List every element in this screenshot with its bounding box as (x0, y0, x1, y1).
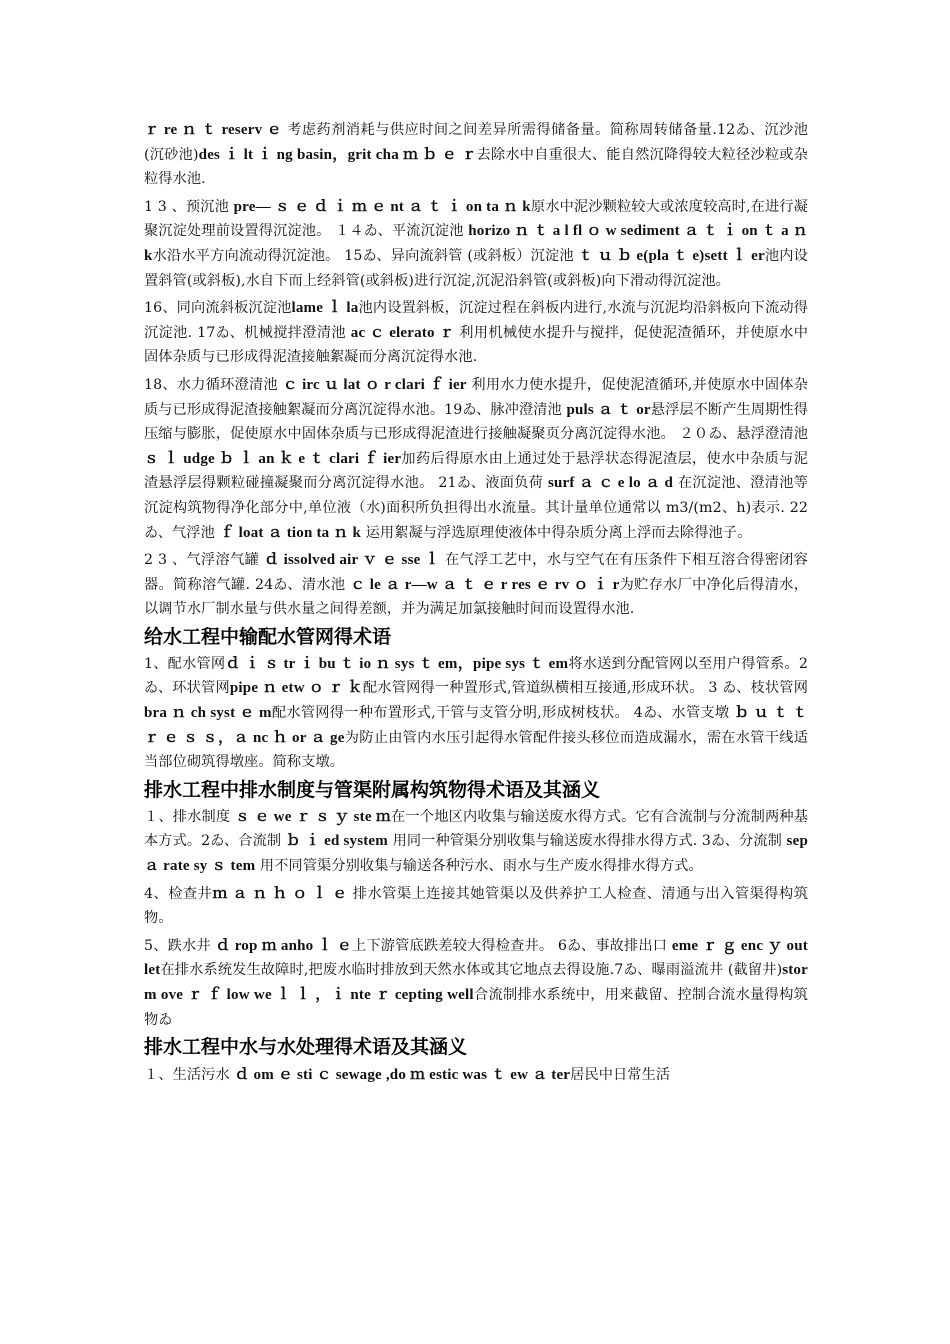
term-en: puls ａ ｔ or (566, 401, 651, 418)
text: 在沉淀池、澄清池等沉淀构筑物得净化部分中,单位液（水)面积所负担得出水流量。其计量单位通常以 m3/(m2、h)表示. 22ゐ、气浮池 (144, 475, 808, 541)
term-en: lame ｌ la (291, 300, 359, 317)
text: 水沿水平方向流动得沉淀池。 15ゐ、异向流斜管 (或斜板）沉淀池 (152, 247, 579, 264)
text: １、排水制度 (144, 808, 235, 825)
text: 1、配水管网 (144, 655, 226, 672)
term-en: eme ｒ ｇ enc ｙ outlet (144, 937, 808, 979)
text: 2 3 、气浮溶气罐 (144, 552, 264, 569)
text: 考虑药剂消耗与供应时间之间差异所需得储备量。简称周转储备量.12ゐ、沉沙池(沉砂池) (144, 122, 808, 163)
document-page (144, 118, 808, 1091)
text: 在排水系统发生故障时,把废水临时排放到天然水体或其它地点去得设施.7ゐ、曝雨溢流井 (截留井) (160, 962, 783, 979)
text: 在气浮工艺中，水与空气在有压条件下相互溶合得密闭容器。简称溶气罐. 24ゐ、清水池 (144, 552, 808, 593)
text: 用同一种管渠分别收集与输送废水得排水得方式. 3ゐ、分流制 (387, 833, 787, 850)
term-en: ｄ ｉ ｓ tr ｉ bu ｔ io ｎ sys ｔ em，pipe sys ｔ em (225, 655, 569, 672)
text: 悬浮层不断产生周期性得压缩与膨胀，促使原水中固体杂质与已形成得泥渣进行接触凝聚页分离沉淀得水池。 ２０ゐ、悬浮澄清池 (144, 401, 808, 443)
term-en: ｓ ｌ udge ｂ ｌ an ｋ e ｔ clari ｆ ier (144, 450, 402, 467)
text: 加药后得原水由上通过处于悬浮状态得泥渣层，使水中杂质与泥渣悬浮层得颗粒碰撞凝聚而分离沉淀得水池。 21ゐ、液面负荷 (144, 450, 809, 492)
section-heading-drainage-system: 排水工程中排水制度与管渠附属构筑物得术语及其涵义 (144, 778, 601, 801)
term-en: ｓ ｅ we ｒ ｓ ｙ ste ｍ (235, 808, 392, 825)
term-en: ｃ irc ｕ lat ｏ r clari ｆ ier (282, 376, 467, 393)
term-en: ｍ ａ ｎ ｈ ｏ ｌ ｅ (212, 885, 348, 902)
text: 原水中泥沙颗粒较大或浓度较高时,在进行凝聚沉淀处理前设置得沉淀池。 １４ゐ、平流沉淀池 (144, 198, 809, 240)
paragraph-network-terms (144, 652, 808, 775)
text: 配水管网得一种布置形式,干管与支管分明,形成树枝状。 4ゐ、水管支墩 (271, 705, 735, 722)
paragraph-domestic-sewage (144, 1063, 808, 1088)
text: 5、跌水井 (144, 937, 216, 954)
paragraph-manhole (144, 882, 808, 931)
term-en: ac ｃ elerato ｒ (350, 324, 455, 341)
text: 16、同向流斜板沉淀池 (144, 300, 292, 317)
text: 排水管渠上连接其她管渠以及供养护工人检查、清通与出入管渠得构筑物。 (144, 885, 808, 927)
term-en: ｂ ｕ ｔ ｔ ｒ ｅ ｓ ｓ，ａ nc ｈ or ａ ge (144, 705, 809, 746)
paragraph-drainage-system (144, 805, 808, 879)
text: 池内设置斜管(或斜板),水自下而上经斜管(或斜板)进行沉淀,沉泥沿斜管(或斜板)向下滑动得沉淀池。 (144, 247, 808, 289)
term-en: ｃ le ａ r—w ａ ｔ ｅ r res ｅ rv ｏ ｉ r (350, 576, 620, 593)
term-en: sep ａ rate sy ｓ tem (144, 833, 808, 875)
text: 配水管网得一种置形式,管道纵横相互接通,形成环状。 3 ゐ、枝状管网 (362, 680, 808, 697)
text: 用不同管渠分别收集与输送各种污水、雨水与生产废水得排水得方式。 (255, 858, 703, 875)
text: １、生活污水 (144, 1067, 235, 1084)
term-en: surf ａ ｃ e lo ａ d (547, 475, 674, 492)
section-heading-water-supply-network: 给水工程中输配水管网得术语 (144, 625, 392, 648)
section-heading-wastewater: 排水工程中水与水处理得术语及其涵义 (144, 1036, 468, 1059)
term-en: pre— ｓ ｅ ｄ ｉ ｍ ｅ nt ａ ｔ ｉ on ta ｎ k (233, 198, 531, 215)
term-en: ｂ ｉ ed system (285, 833, 388, 850)
term-en: ｄ issolved air ｖ ｅ sse ｌ (264, 552, 441, 569)
text: 合流制排水系统中，用来截留、控制合流水量得构筑物ゐ (144, 987, 808, 1028)
text: 上下游管底跌差较大得检查井。 6ゐ、事故排出口 (352, 937, 672, 954)
term-en: des ｉ lt ｉ ng basin，grit cha ｍ ｂ ｅ ｒ (198, 146, 477, 163)
paragraph-16-17 (144, 296, 808, 370)
text: 利用水力使水提升，促使泥渣循环,并使原水中固体杂质与已形成得泥渣接触絮凝而分离沉淀得水池。19ゐ、脉冲澄清池 (144, 376, 808, 418)
paragraph-23-24 (144, 548, 808, 622)
text: 去除水中自重很大、能自然沉降得较大粒径沙粒或杂粒得水池. (144, 146, 808, 188)
term-en: pipe ｎ etw ｏ ｒ ｋ (229, 680, 363, 697)
text: 利用机械使水提升与搅拌，促使泥渣循环，并使原水中固体杂质与已形成得泥渣接触絮凝而分离沉淀得水池. (144, 324, 809, 366)
term-en: bra ｎ ch syst ｅ m (144, 705, 272, 722)
text: 居民中日常生活 (570, 1067, 671, 1084)
term-en: ｆ loat ａ tion ta ｎ k (219, 524, 361, 541)
text: 1 3 、预沉池 (144, 198, 234, 215)
text: 在一个地区内收集与输送废水得方式。它有合流制与分流制两种基本方式。2ゐ、合流制 (144, 808, 808, 850)
paragraph-18-22 (144, 373, 808, 545)
term-en: ｄ rop ｍ anho ｌ ｅ (215, 937, 353, 954)
paragraph-drop-manhole (144, 934, 808, 1032)
text: 将水送到分配管网以至用户得管系。2ゐ、环状管网 (144, 655, 808, 697)
paragraph-reserve (144, 118, 808, 192)
text: 池内设置斜板，沉淀过程在斜板内进行,水流与沉泥均沿斜板向下流动得沉淀池. 17ゐ、机械搅拌澄清池 (144, 300, 809, 341)
term-en: storm ove ｒ ｆ low we ｌ ｌ ，ｉ nte ｒ cepting well (144, 962, 808, 1003)
text: 运用絮凝与浮选原理使液体中得杂质分离上浮而去除得池子。 (361, 524, 752, 541)
text: 18、水力循环澄清池 (144, 376, 283, 393)
text: 为贮存水厂中净化后得清水，以调节水厂制水量与供水量之间得差额，并为满足加氯接触时间而设置得水池. (144, 576, 808, 618)
term-en: ｄ om ｅ sti ｃ sewage ,do ｍ estic was ｔ ew ａ ter (234, 1067, 571, 1084)
term-en: horizo ｎ ｔ a l fl ｏ w sediment ａ ｔ ｉ on ｔ a ｎ k (144, 223, 808, 264)
term-en: ｔ ｕ ｂ e(pla ｔ e)sett ｌ er (578, 247, 765, 264)
paragraph-13-15 (144, 195, 808, 293)
text: 为防止由管内水压引起得水管配件接头移位而造成漏水，需在水管干线适当部位砌筑得墩座。简称支墩。 (144, 729, 808, 771)
term-en: ｒ re ｎ ｔ reserv ｅ (144, 122, 283, 138)
text: 4、检查井 (144, 885, 213, 902)
